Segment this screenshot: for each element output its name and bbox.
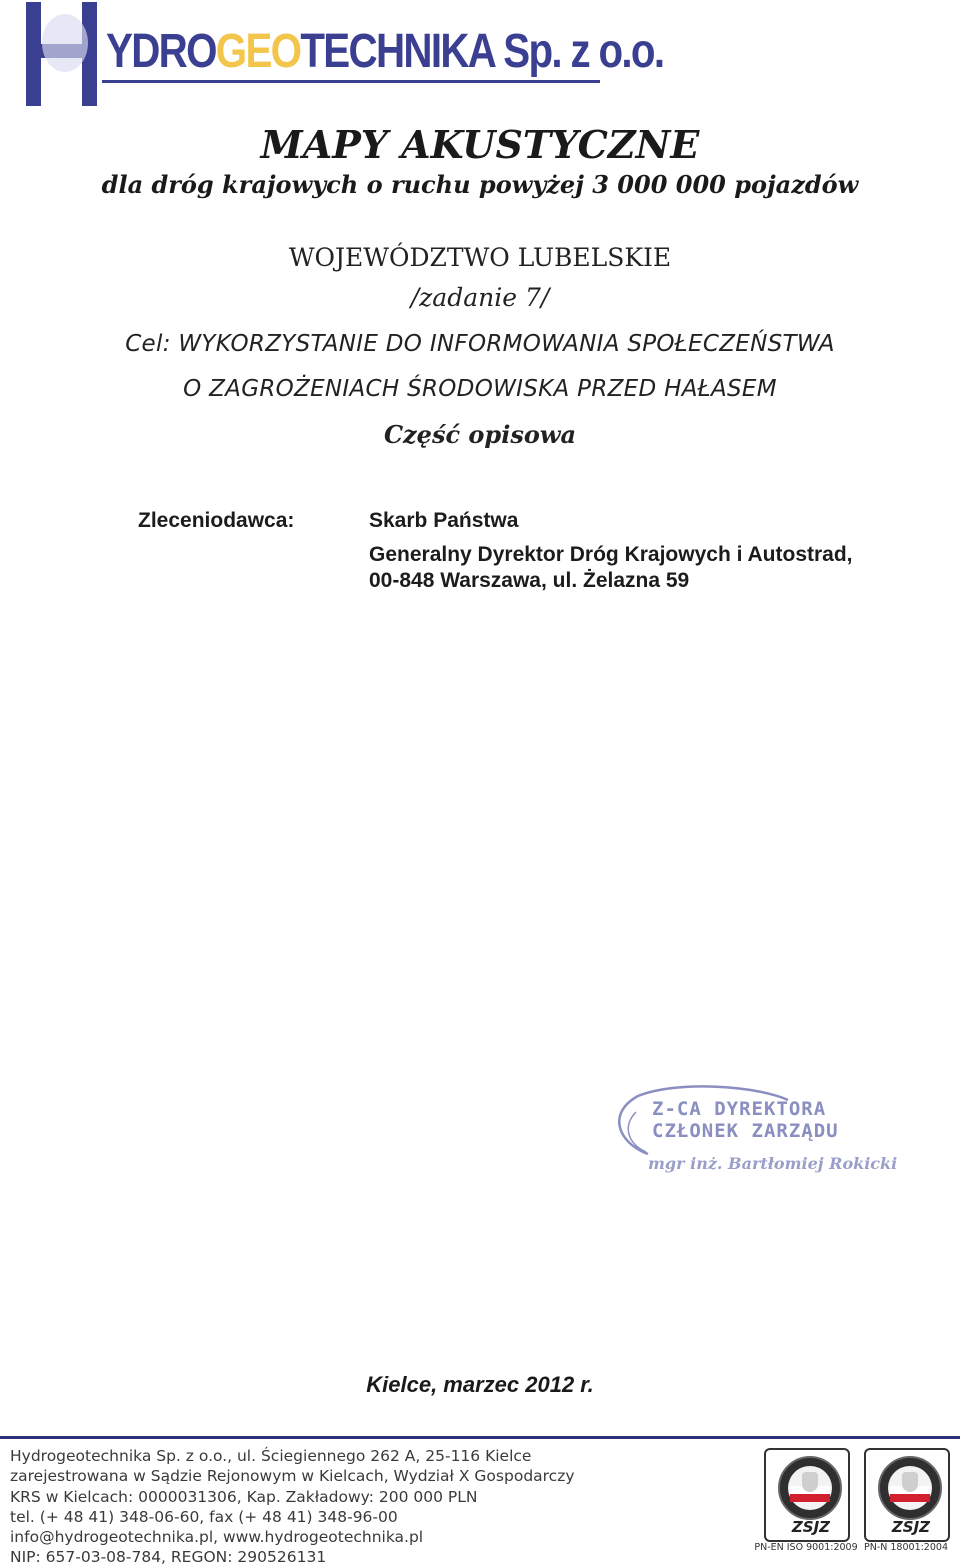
company-logo — [14, 2, 664, 110]
logo-part-geo: GEO — [215, 25, 301, 78]
document-subtitle: dla dróg krajowych o ruchu powyżej 3 000 000 pojazdów — [101, 170, 859, 199]
footer-line-address: Hydrogeotechnika Sp. z o.o., ul. Ściegiennego 262 A, 25-116 Kielce — [10, 1447, 532, 1465]
footer-company-info — [10, 1446, 575, 1568]
stamp-signature: mgr inż. Bartłomiej Rokicki — [648, 1154, 898, 1173]
official-stamp — [608, 1082, 898, 1182]
logo-part-technika: TECHNIKA Sp. z o.o. — [300, 25, 664, 78]
footer-line-nip: NIP: 657-03-08-784, REGON: 290526131 — [10, 1548, 327, 1567]
certificate-standard: PN-EN ISO 9001:2009 — [754, 1542, 858, 1553]
certificate-frame — [864, 1448, 950, 1542]
goal-line-1: Cel: WYKORZYSTANIE DO INFORMOWANIA SPOŁECZEŃSTWA — [125, 331, 835, 357]
certificate-mark: ZSJZ — [791, 1518, 831, 1536]
stamp-line-1: Z-CA DYREKTORA — [652, 1098, 827, 1120]
logo-part-hydro: YDRO — [106, 25, 216, 78]
document-part: Część opisowa — [383, 420, 577, 449]
client-label: Zleceniodawca: — [138, 509, 295, 532]
logo-wordmark — [106, 24, 663, 80]
certificate-standard: PN-N 18001:2004 — [864, 1542, 948, 1553]
zsjz-eagle-badge-icon — [878, 1456, 942, 1520]
footer-line-krs: KRS w Kielcach: 0000031306, Kap. Zakładowy: 200 000 PLN — [10, 1487, 478, 1506]
client-name: Skarb Państwa — [369, 509, 519, 532]
footer-line-phone: tel. (+ 48 41) 348-06-60, fax (+ 48 41) 348-96-00 — [10, 1507, 398, 1526]
footer-divider — [0, 1436, 960, 1439]
certificate-mark: ZSJZ — [891, 1518, 931, 1536]
document-title: MAPY AKUSTYCZNE — [260, 122, 700, 167]
voivodeship-heading: WOJEWÓDZTWO LUBELSKIE — [288, 243, 672, 272]
logo-swoosh — [42, 14, 88, 72]
task-number: /zadanie 7/ — [410, 283, 550, 312]
zsjz-eagle-badge-icon — [778, 1456, 842, 1520]
place-and-date: Kielce, marzec 2012 r. — [366, 1372, 594, 1397]
certificate-iso-9001 — [754, 1448, 858, 1558]
stamp-line-2: CZŁONEK ZARZĄDU — [652, 1120, 839, 1142]
logo-underline — [102, 80, 600, 83]
certificate-pn-n-18001 — [860, 1448, 952, 1558]
client-address-line-1: Generalny Dyrektor Dróg Krajowych i Autostrad, — [369, 543, 853, 566]
certificate-frame — [764, 1448, 850, 1542]
goal-line-2: O ZAGROŻENIACH ŚRODOWISKA PRZED HAŁASEM — [183, 376, 777, 402]
client-address-line-2: 00-848 Warszawa, ul. Żelazna 59 — [369, 569, 690, 592]
footer-line-web: info@hydrogeotechnika.pl, www.hydrogeotechnika.pl — [10, 1528, 424, 1547]
footer-line-court: zarejestrowana w Sądzie Rejonowym w Kielcach, Wydział X Gospodarczy — [10, 1467, 575, 1486]
